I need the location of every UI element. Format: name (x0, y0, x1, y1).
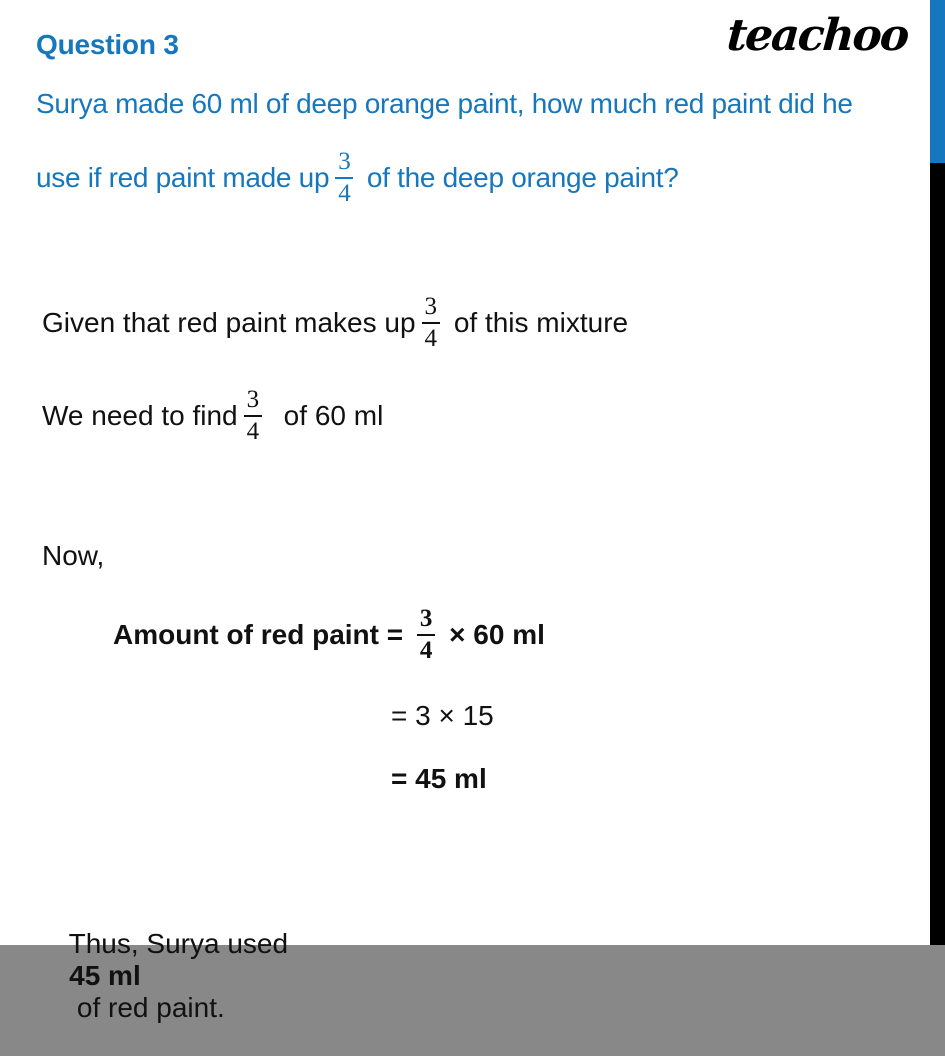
teachoo-logo: teachoo (724, 10, 909, 61)
fraction-denominator: 4 (419, 636, 433, 664)
conclusion-post: of red paint. (69, 992, 225, 1023)
question-line2-pre: use if red paint made up (36, 161, 330, 193)
conclusion-value: 45 ml (69, 960, 141, 991)
equation-rhs: × 60 ml (441, 618, 545, 650)
fraction-denominator: 4 (338, 179, 351, 207)
question-line2-post: of the deep orange paint? (359, 161, 679, 193)
equation-result: = 45 ml (391, 763, 487, 794)
fraction-denominator: 4 (424, 324, 438, 352)
fraction-three-fourths (417, 607, 436, 663)
fraction-three-fourths (244, 388, 263, 444)
fraction-denominator: 4 (246, 417, 260, 445)
given-post: of this mixture (446, 306, 629, 338)
now-label: Now, (42, 540, 105, 571)
right-edge-black-bar (930, 163, 945, 945)
solution-given-line (42, 295, 628, 351)
fraction-three-fourths (422, 295, 441, 351)
equation-step2: = 3 × 15 (391, 700, 494, 731)
right-edge-blue-bar (930, 0, 945, 163)
given-pre: Given that red paint makes up (42, 306, 416, 338)
fraction-numerator: 3 (422, 295, 441, 324)
fraction-numerator: 3 (335, 150, 353, 179)
fraction-numerator: 3 (417, 607, 436, 636)
fraction-numerator: 3 (244, 388, 263, 417)
question-text-line1: Surya made 60 ml of deep orange paint, how much red paint did he (36, 88, 853, 119)
equation-step1 (113, 607, 545, 663)
conclusion-pre: Thus, Surya used (68, 928, 296, 959)
equation-lhs: Amount of red paint = (113, 618, 411, 650)
find-pre: We need to find (42, 399, 238, 431)
question-text-line2 (36, 150, 679, 206)
conclusion-line (38, 896, 296, 1056)
fraction-three-fourths (335, 150, 353, 206)
solution-find-line (42, 388, 383, 444)
find-post: of 60 ml (268, 399, 384, 431)
question-number-heading: Question 3 (36, 29, 179, 60)
